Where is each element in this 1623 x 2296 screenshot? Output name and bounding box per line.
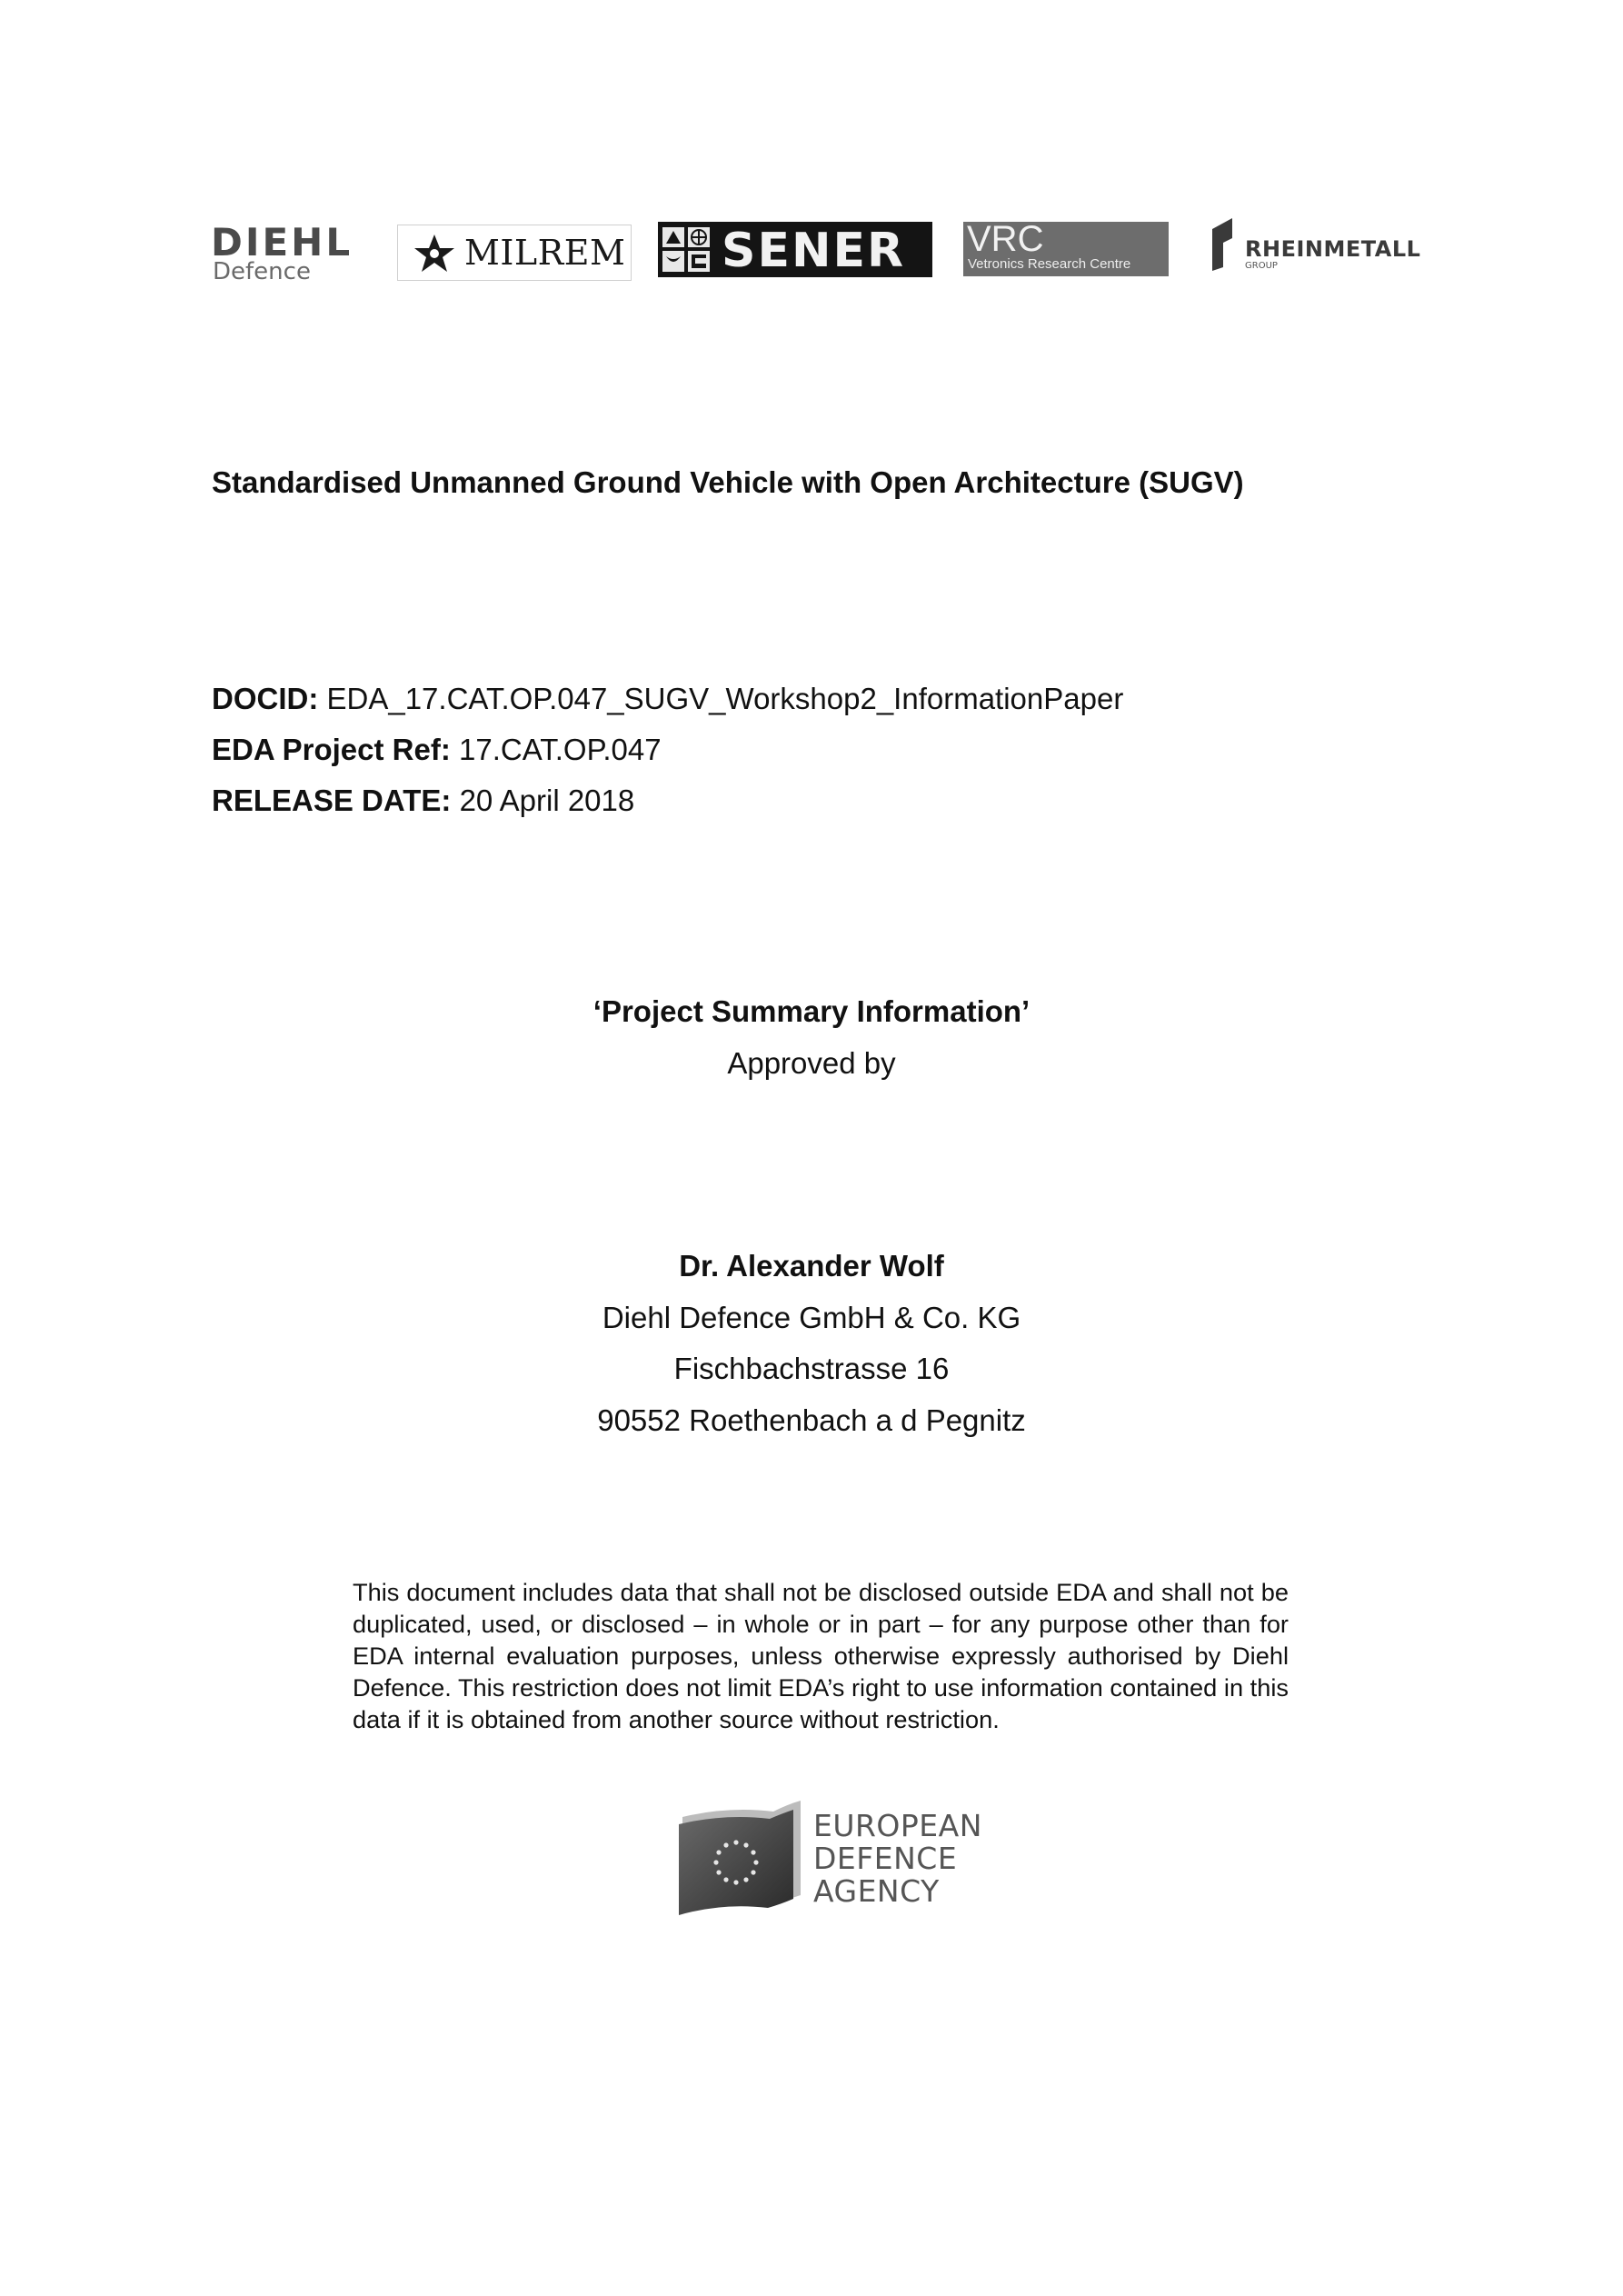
disclaimer-paragraph: This document includes data that shall not be disclosed outside EDA and shall not be duplicated, used, or disclosed – in whole or in part – for any purpose other than for EDA internal evaluation purposes, unless otherwise expressly authorised by Diehl Defence. This restriction does not limit EDA’s right to use information contained in this data if it is obtained from another source without restriction.	[353, 1578, 1289, 1733]
approver-street: Fischbachstrasse 16	[673, 1352, 950, 1385]
docid-value: EDA_17.CAT.OP.047_SUGV_Workshop2_InformationPaper	[318, 682, 1124, 715]
docid-label: DOCID:	[212, 682, 319, 715]
milrem-logo-wordmark: MILREM	[464, 233, 626, 273]
rheinmetall-logo	[1209, 216, 1421, 278]
eda-word-agency: AGENCY	[813, 1873, 940, 1909]
release-date-label: RELEASE DATE:	[212, 784, 452, 817]
eda-word-defence: DEFENCE	[813, 1841, 958, 1876]
eda-wordmark	[813, 1810, 982, 1908]
approver-company: Diehl Defence GmbH & Co. KG	[602, 1301, 1021, 1334]
sener-logo	[658, 222, 932, 277]
vrc-logo	[963, 219, 1169, 276]
rheinmetall-logo-wordmark: RHEINMETALL	[1245, 236, 1421, 262]
approver-city: 90552 Roethenbach a d Pegnitz	[597, 1403, 1026, 1437]
rheinmetall-mark-icon	[1209, 216, 1241, 273]
eda-word-european: EUROPEAN	[813, 1808, 982, 1843]
project-ref-line	[212, 733, 662, 767]
project-ref-value: 17.CAT.OP.047	[450, 733, 662, 766]
summary-heading: ‘Project Summary Information’	[592, 994, 1031, 1028]
diehl-logo-wordmark: DIEHL	[211, 220, 353, 265]
diehl-defence-logo	[211, 220, 373, 285]
docid-line	[212, 682, 1123, 716]
sener-emblem-icon	[661, 225, 712, 274]
approver-name: Dr. Alexander Wolf	[679, 1249, 944, 1283]
sener-logo-wordmark: SENER	[722, 224, 906, 278]
milrem-logo	[397, 225, 632, 281]
approved-by-label: Approved by	[727, 1046, 896, 1080]
vrc-logo-subtitle: Vetronics Research Centre	[968, 256, 1131, 272]
european-defence-agency-logo	[673, 1797, 982, 1924]
project-ref-label: EDA Project Ref:	[212, 733, 451, 766]
document-title: Standardised Unmanned Ground Vehicle with Open Architecture (SUGV)	[212, 465, 1244, 499]
rheinmetall-logo-subtitle: GROUP	[1245, 261, 1278, 271]
diehl-logo-subtitle: Defence	[213, 258, 311, 285]
release-date-value: 20 April 2018	[451, 784, 635, 817]
release-date-line	[212, 784, 634, 818]
milrem-star-icon	[409, 233, 460, 275]
vrc-logo-wordmark: VRC	[967, 219, 1044, 259]
eu-flag-icon	[673, 1797, 810, 1924]
